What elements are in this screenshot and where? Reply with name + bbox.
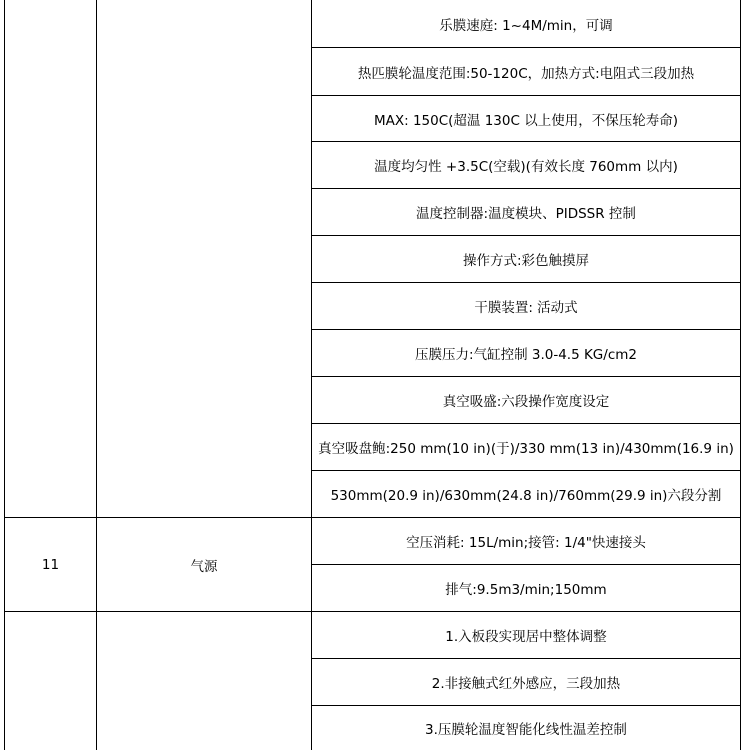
spec-cell: 温度均匀性 +3.5C(空载)(有效长度 760mm 以内) bbox=[374, 159, 678, 175]
spec-cell: 2.非接触式红外感应，三段加热 bbox=[431, 676, 621, 692]
row-name: 气源 bbox=[190, 558, 218, 575]
spec-cell: 乐膜速庭: 1~4M/min，可调 bbox=[439, 17, 613, 34]
spec-cell: 温度控制器:温度模块、PIDSSR 控制 bbox=[416, 206, 636, 222]
spec-cell: 1.入板段实现居中整体调整 bbox=[445, 629, 607, 645]
spec-cell: 操作方式:彩色触摸屏 bbox=[462, 253, 590, 269]
spec-cell: 热匹膜轮温度范围:50-120C，加热方式:电阻式三段加热 bbox=[357, 65, 695, 82]
spec-cell: 真空吸盘鲍:250 mm(10 in)(于)/330 mm(13 in)/430mm(16.9 in) bbox=[318, 441, 734, 457]
row-index: 11 bbox=[41, 556, 60, 573]
table-border-left bbox=[4, 0, 5, 750]
spec-cell: 压膜压力:气缸控制 3.0-4.5 KG/cm2 bbox=[415, 347, 637, 363]
spec-cell: 真空吸盛:六段操作宽度设定 bbox=[442, 394, 610, 410]
table-border-col1 bbox=[96, 0, 97, 750]
spec-cell: 530mm(20.9 in)/630mm(24.8 in)/760mm(29.9 in)六段分割 bbox=[330, 488, 722, 504]
spec-cell: 空压消耗: 15L/min;接管: 1/4"快速接头 bbox=[406, 535, 646, 551]
spec-cell: MAX: 150C(超温 130C 以上使用，不保压轮寿命) bbox=[374, 112, 678, 129]
table-border-right bbox=[740, 0, 741, 750]
spec-cell: 3.压膜轮温度智能化线性温差控制 bbox=[425, 722, 627, 738]
spec-cell: 干膜装置: 活动式 bbox=[474, 300, 578, 316]
spec-cell: 排气:9.5m3/min;150mm bbox=[445, 582, 607, 598]
